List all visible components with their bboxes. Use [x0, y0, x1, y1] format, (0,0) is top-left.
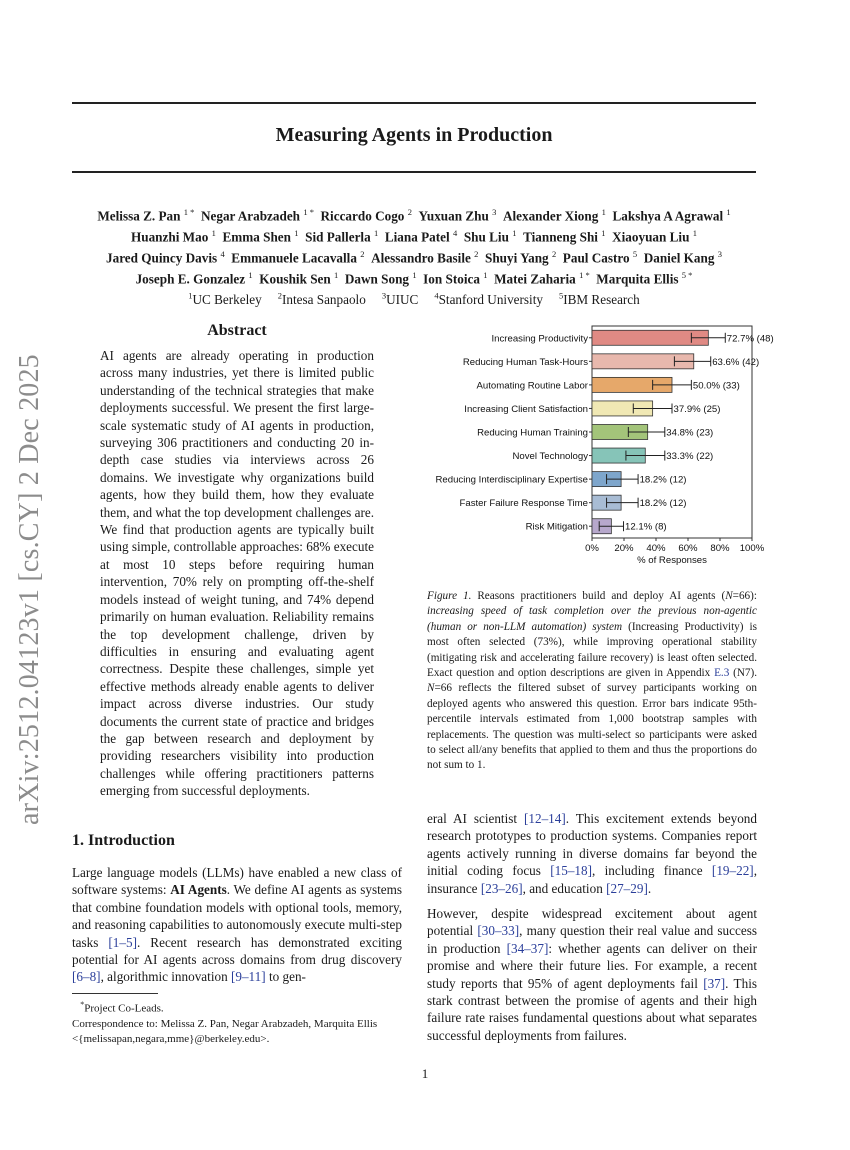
category-label: Automating Routine Labor: [476, 380, 588, 392]
x-tick-label: 100%: [739, 543, 765, 554]
author-name: Liana Patel: [384, 229, 450, 245]
footnote-rule: [72, 993, 158, 994]
right-paragraph-1: eral AI scientist [12–14]. This excitement extends beyond research prototypes to production systems. Companies report agents actively running in diverse domains far beyond the initial coding focus [15–18], including finance [19–22], insurance [23–26], and education [27–29].: [427, 811, 757, 896]
author-name: Paul Castro: [562, 250, 630, 266]
x-tick-label: 40%: [646, 543, 666, 554]
author-name: Emma Shen: [222, 229, 291, 245]
citation-link[interactable]: [19–22]: [711, 863, 754, 879]
right-column-text: [427, 810, 757, 1052]
author-name: Tianneng Shi: [523, 229, 598, 245]
data-label: 18.2% (12): [639, 498, 687, 510]
citation-link[interactable]: [23–26]: [480, 880, 523, 896]
co-leads-footnote: *Project Co-Leads.: [80, 1000, 164, 1015]
data-label: 37.9% (25): [673, 403, 721, 415]
affiliation: $^1$UC Berkeley: [188, 290, 262, 308]
abstract-text: AI agents are already operating in production across many industries, yet there is limited public understanding of the technical strategies that make deployments successful. We present the first large-scale systematic study of AI agents in production, surveying 306 practitioners and conducting 20 in-depth case studies via interviews across 26 domains. We investigate why organizations build agents, how they build them, how they evaluate them, and what the top development challenges are. We find that production agents are typically built using simple, controllable approaches: 68% execute at most 10 steps before requiring human intervention, 70% rely on prompting off-the-shelf models instead of weight tuning, and 74% depend primarily on human evaluation. Reliability remains the top development challenge, driven by difficulties in ensuring and evaluating agent correctness. Despite these challenges, simple yet effective methods already enable agents to deliver impact across diverse industries. Our study documents the current state of practice and bridges the gap between research and deployment by providing researchers visibility into production challenges while offering practitioners patterns emerging from successful deployments.: [100, 348, 374, 799]
category-label: Risk Mitigation: [525, 521, 588, 533]
affiliations: [60, 288, 768, 309]
x-tick-label: 0%: [585, 543, 599, 554]
author-line: Joseph E. Gonzalez $^1$ Koushik Sen $^1$ Dawn Song $^1$ Ion Stoica $^1$ Matei Zaharia $^{1 *}$ Marquita Ellis $^{5 *}$: [135, 269, 693, 287]
caption-label: Figure 1.: [427, 590, 472, 602]
author-name: Yuxuan Zhu: [418, 208, 489, 224]
data-label: 63.6% (42): [712, 356, 760, 368]
title-rule-top: [72, 102, 756, 104]
category-label: Novel Technology: [512, 451, 588, 463]
author-name: Melissa Z. Pan: [97, 208, 181, 224]
author-name: Alexander Xiong: [502, 208, 599, 224]
category-label: Reducing Human Task-Hours: [462, 356, 588, 368]
category-label: Reducing Human Training: [477, 427, 588, 439]
citation-link[interactable]: [6–8]: [72, 969, 101, 985]
author-name: Koushik Sen: [259, 271, 331, 287]
author-name: Jared Quincy Davis: [106, 250, 218, 266]
arxiv-identifier[interactable]: arXiv:2512.04123v1 [cs.CY] 2 Dec 2025: [14, 354, 45, 825]
introduction-heading: 1. Introduction: [72, 832, 175, 849]
category-label: Increasing Productivity: [491, 333, 588, 345]
author-name: Matei Zaharia: [494, 271, 576, 287]
category-label: Reducing Interdisciplinary Expertise: [435, 474, 588, 486]
category-label: Faster Failure Response Time: [459, 498, 588, 510]
data-label: 33.3% (22): [666, 451, 714, 463]
author-name: Daniel Kang: [643, 250, 715, 266]
author-name: Shuyi Yang: [485, 250, 549, 266]
abstract-heading: Abstract: [207, 322, 267, 339]
figure-caption: Figure 1. Reasons practitioners build and deploy AI agents (N=66): increasing speed of task completion over the previous non-agentic (human or non-LLM automation) system (Increasing Productivity) is most often selected (73%), while improving operational stability (mitigating risk and accelerating failure recovery) is least often selected. Exact question and option descriptions are given in Appendix E.3 (N7). N=66 reflects the filtered subset of survey participants working on deployed agents who answered this question. Error bars indicate 95th-percentile intervals estimated from 1,000 bootstrap samples with replacements. The question was multi-select so participants were asked to select all/any benefits that applied to them and thus the proportions do not sum to 1.: [427, 590, 758, 772]
author-name: Shu Liu: [463, 229, 509, 245]
citation-link[interactable]: [1–5]: [108, 934, 137, 950]
author-name: Marquita Ellis: [596, 271, 679, 287]
affiliation: $^5$IBM Research: [558, 290, 640, 308]
citation-link[interactable]: [34–37]: [506, 940, 549, 956]
title-rule-bottom: [72, 171, 756, 173]
x-tick-label: 60%: [678, 543, 698, 554]
data-label: 50.0% (33): [692, 380, 740, 392]
author-name: Joseph E. Gonzalez: [135, 271, 246, 287]
citation-link[interactable]: [9–11]: [230, 969, 266, 985]
author-name: Xiaoyuan Liu: [612, 229, 690, 245]
footnotes: [72, 997, 402, 1047]
affiliation: $^2$Intesa Sanpaolo: [277, 290, 366, 308]
ai-agents-term: AI Agents: [170, 882, 227, 898]
introduction-paragraph: Large language models (LLMs) have enabled a new class of software systems: AI Agents. We define AI agents as systems that combine foundation models with optional tools, memory, and reasoning capabilities to autonomously execute multi-step tasks [1–5]. Recent research has demonstrated exciting potential for AI agents across domains from drug discovery [6–8], algorithmic innovation [9–11] to gen-: [72, 865, 403, 985]
citation-link[interactable]: [30–33]: [477, 923, 520, 939]
author-name: Lakshya A Agrawal: [612, 208, 724, 224]
author-name: Dawn Song: [344, 271, 410, 287]
author-name: Huanzhi Mao: [131, 229, 209, 245]
author-line: Huanzhi Mao $^1$ Emma Shen $^1$ Sid Pallerla $^1$ Liana Patel $^4$ Shu Liu $^1$ Tianneng Shi $^1$ Xiaoyuan Liu $^1$: [131, 227, 697, 245]
citation-link[interactable]: [12–14]: [524, 811, 566, 826]
x-tick-label: 80%: [710, 543, 730, 554]
page-number: 1: [421, 1066, 429, 1081]
author-block: [60, 204, 768, 309]
x-axis-label: % of Responses: [637, 555, 707, 566]
category-label: Increasing Client Satisfaction: [464, 403, 588, 415]
citation-link[interactable]: [27–29]: [606, 880, 648, 896]
author-name: Emmanuele Lacavalla: [231, 250, 357, 266]
data-label: 18.2% (12): [639, 474, 687, 486]
affiliation: $^4$Stanford University: [434, 290, 543, 308]
appendix-link[interactable]: E.3: [714, 667, 730, 680]
data-label: 34.8% (23): [666, 427, 714, 439]
author-name: Riccardo Cogo: [320, 208, 405, 224]
author-line: Melissa Z. Pan $^{1 *}$ Negar Arabzadeh $^{1 *}$ Riccardo Cogo $^2$ Yuxuan Zhu $^3$ Alexander Xiong $^1$ Lakshya A Agrawal $^1$: [97, 207, 731, 224]
author-line: Jared Quincy Davis $^4$ Emmanuele Lacavalla $^2$ Alessandro Basile $^2$ Shuyi Yang $^2$ Paul Castro $^5$ Daniel Kang $^3$: [106, 248, 722, 266]
author-name: Sid Pallerla: [305, 229, 371, 245]
right-paragraph-2: However, despite widespread excitement about agent potential [30–33], many question their real value and success in production [34–37]: whether agents can deliver on their promise and where their future lies. For example, a recent study reports that 95% of agent deployments fail [37]. This stark contrast between the promise of agents and their high failure rate raises fundamental questions about what separates successful deployments from failures.: [427, 906, 757, 1043]
paper-title: Measuring Agents in Production: [275, 124, 553, 146]
author-name: Alessandro Basile: [371, 250, 471, 266]
data-label: 72.7% (48): [726, 333, 774, 345]
x-tick-label: 20%: [614, 543, 634, 554]
citation-link[interactable]: [37]: [703, 975, 726, 991]
author-name: Ion Stoica: [423, 271, 480, 287]
affiliation: $^3$UIUC: [381, 290, 419, 308]
author-name: Negar Arabzadeh: [200, 208, 301, 224]
citation-link[interactable]: [15–18]: [550, 863, 592, 879]
reasons-bar-chart: [420, 320, 774, 572]
data-label: 12.1% (8): [625, 521, 667, 533]
correspondence-footnote: Correspondence to: Melissa Z. Pan, Negar Arabzadeh, Marquita Ellis <{melissapan,negara,mme}@berkeley.edu>.: [72, 1017, 378, 1045]
